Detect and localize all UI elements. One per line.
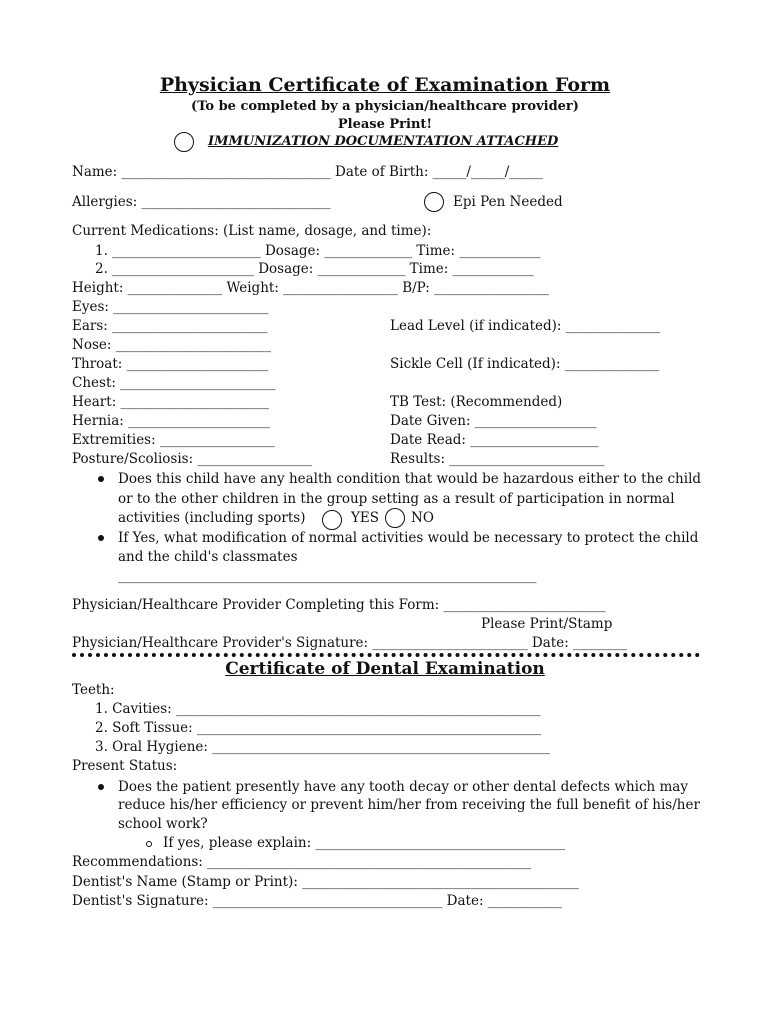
- ears-field[interactable]: Ears: _______________________: [72, 318, 268, 334]
- nose-field[interactable]: Nose: _______________________: [72, 337, 271, 353]
- height-weight-bp-field[interactable]: Height: ______________ Weight: _________________ B/P: _________________: [72, 280, 549, 296]
- bullet-icon: [98, 476, 104, 482]
- dentist-signature-field[interactable]: Dentist's Signature: __________________________________ Date: ___________: [72, 893, 563, 909]
- tb-results-field[interactable]: Results: _______________________: [390, 451, 605, 467]
- teeth-heading: Teeth:: [72, 682, 115, 698]
- modification-question-line1: If Yes, what modification of normal activities would be necessary to protect the child: [118, 530, 699, 546]
- eyes-field[interactable]: Eyes: _______________________: [72, 299, 269, 315]
- chest-field[interactable]: Chest: _______________________: [72, 375, 276, 391]
- dental-question-line2: reduce his/her efficiency or prevent him/her from receiving the full benefit of his/her: [118, 797, 700, 813]
- provider-name-field[interactable]: Physician/Healthcare Provider Completing this Form: ________________________: [72, 597, 606, 613]
- epi-pen-checkbox[interactable]: [424, 192, 444, 212]
- section-divider: [72, 653, 700, 657]
- medication-2-field[interactable]: 2. _____________________ Dosage: _____________ Time: ____________: [95, 261, 534, 277]
- provider-signature-field[interactable]: Physician/Healthcare Provider's Signature: _______________________ Date: ________: [72, 635, 628, 651]
- soft-tissue-field[interactable]: 2. Soft Tissue: ___________________________________________________: [95, 720, 542, 736]
- throat-field[interactable]: Throat: _____________________: [72, 356, 269, 372]
- print-stamp-note: Please Print/Stamp: [481, 616, 613, 632]
- hazard-question-line3: activities (including sports): [118, 510, 306, 526]
- no-checkbox[interactable]: [385, 508, 405, 528]
- tb-date-given-field[interactable]: Date Given: __________________: [390, 413, 597, 429]
- sickle-cell-field[interactable]: Sickle Cell (If indicated): ______________: [390, 356, 660, 372]
- no-label: NO: [411, 510, 434, 526]
- modification-question-line2: and the child's classmates: [118, 549, 298, 565]
- posture-scoliosis-field[interactable]: Posture/Scoliosis: _________________: [72, 451, 313, 467]
- yes-checkbox[interactable]: [322, 510, 342, 530]
- hazard-question-line2: or to the other children in the group setting as a result of participation in normal: [118, 491, 675, 507]
- oral-hygiene-field[interactable]: 3. Oral Hygiene: __________________________________________________: [95, 739, 550, 755]
- recommendations-field[interactable]: Recommendations: ________________________________________________: [72, 854, 532, 870]
- medication-1-field[interactable]: 1. ______________________ Dosage: _____________ Time: ____________: [95, 243, 541, 259]
- bullet-icon: [98, 784, 104, 790]
- hazard-question-line1: Does this child have any health condition that would be hazardous either to the child: [118, 471, 702, 487]
- dental-explain-field[interactable]: If yes, please explain: _____________________________________: [163, 835, 566, 851]
- allergies-field[interactable]: Allergies: ____________________________: [72, 194, 331, 210]
- please-print-note: Please Print!: [337, 117, 433, 132]
- tb-date-read-field[interactable]: Date Read: ___________________: [390, 432, 599, 448]
- dental-question-line1: Does the patient presently have any tooth decay or other dental defects which may: [118, 779, 688, 795]
- epi-pen-label: Epi Pen Needed: [453, 194, 563, 210]
- form-subtitle: (To be completed by a physician/healthcare provider): [191, 99, 579, 114]
- dentist-name-field[interactable]: Dentist's Name (Stamp or Print): _________________________________________: [72, 874, 579, 890]
- extremities-field[interactable]: Extremities: _________________: [72, 432, 275, 448]
- name-dob-field[interactable]: Name: _______________________________ Date of Birth: _____/_____/_____: [72, 164, 544, 180]
- lead-level-field[interactable]: Lead Level (if indicated): ______________: [390, 318, 661, 334]
- tb-test-heading: TB Test: (Recommended): [390, 394, 563, 410]
- form-title: Physician Certificate of Examination Form: [159, 74, 611, 96]
- heart-field[interactable]: Heart: ______________________: [72, 394, 270, 410]
- hernia-field[interactable]: Hernia: _____________________: [72, 413, 270, 429]
- medications-heading: Current Medications: (List name, dosage, and time):: [72, 223, 432, 239]
- immunization-checkbox[interactable]: [174, 132, 194, 152]
- modification-answer-field[interactable]: ______________________________________________________________: [118, 568, 537, 584]
- sub-bullet-icon: [146, 841, 152, 847]
- bullet-icon: [98, 535, 104, 541]
- immunization-label: IMMUNIZATION DOCUMENTATION ATTACHED: [208, 134, 559, 149]
- cavities-field[interactable]: 1. Cavities: ______________________________________________________: [95, 701, 541, 717]
- yes-label: YES: [351, 510, 380, 526]
- dental-question-line3: school work?: [118, 816, 208, 832]
- dental-section-title: Certificate of Dental Examination: [225, 659, 545, 679]
- present-status-heading: Present Status:: [72, 758, 178, 774]
